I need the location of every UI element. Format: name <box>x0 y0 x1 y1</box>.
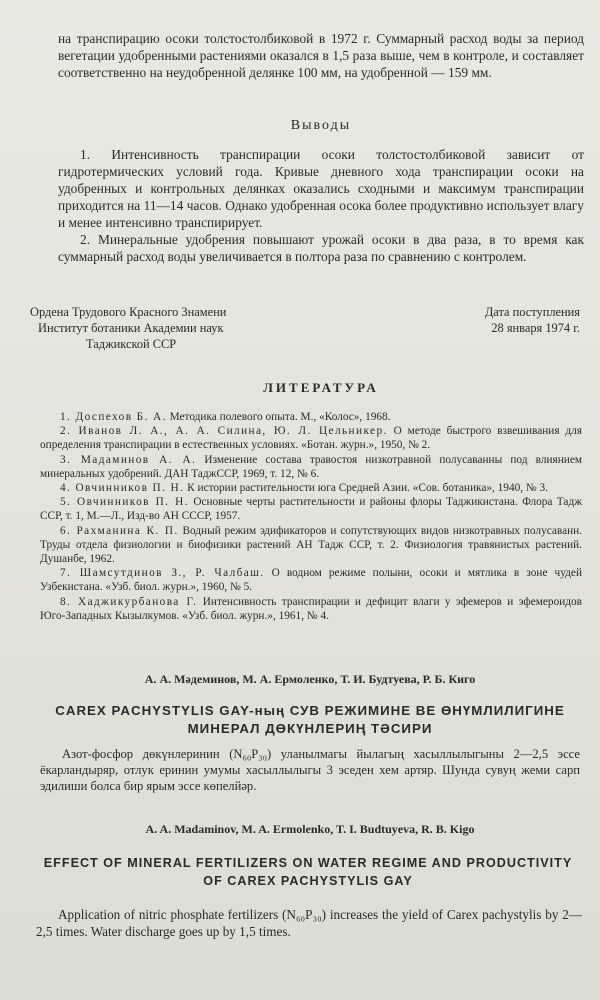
reference-item <box>40 495 582 523</box>
reference-item <box>40 566 582 594</box>
intro-paragraph: на транспирацию осоки толстостолбиковой в 1972 г. Суммарный расход воды за период вегетации удобренными растениями оказался в 1,5 раза выше, чем в контроле, и составляет соответственно на неудобренной делянке 100 мм, на удобренной — 159 мм. <box>58 31 584 80</box>
reference-item <box>40 524 582 567</box>
local-summary <box>40 672 580 687</box>
local-summary-abstract-block <box>40 746 580 794</box>
intro-paragraph-block <box>58 30 584 81</box>
reference-item <box>40 410 582 424</box>
reference-author: 1. Доспехов Б. А. <box>60 411 167 423</box>
affiliation-line-2: Институт ботаники Академии наук <box>38 321 224 335</box>
local-summary-abstract: Азот-фосфор дөкүнлеринин (N₆₀P₃₀) уланылмагы йылагың хасыллылыгыны 2—2,5 эссе ёкарландыряр, отлук еринин умумы хасыллылыгы 3 эседен хем артяр. Шунда сувуң жеми сарп эдилиши болса бир ярым эссе көпелйәр. <box>40 747 580 793</box>
affiliation-line-3: Таджикской ССР <box>86 337 177 351</box>
conclusion-item-1: 1. Интенсивность транспирации осоки толстостолбиковой зависит от гидротермических условий года. Кривые дневного хода транспирации осоки на удобренных и контрольных делянках оказались сходными и максимум транспирации приходится на 11—14 часов. Однако удобренная осока более продуктивно использует влагу и менее интенсивно транспирирует. <box>58 147 584 230</box>
reference-item <box>40 453 582 481</box>
reference-author: 2. Иванов Л. А., А. А. Силина, Ю. Л. Цельникер. <box>60 425 388 438</box>
received-date-block <box>440 304 580 336</box>
reference-item <box>40 481 582 495</box>
english-title-line-2: OF CAREX PACHYSTYLIS GAY <box>203 874 413 888</box>
received-label: Дата поступления <box>484 305 580 319</box>
conclusion-item-2: 2. Минеральные удобрения повышают урожай осоки в два раза, в то время как суммарный расход воды увеличивается в полтора раза по сравнению с контролем. <box>58 232 584 264</box>
english-summary-title <box>30 854 586 890</box>
references-heading: ЛИТЕРАТУРА <box>263 380 379 395</box>
reference-text: Основные черты растительности и районы флоры Таджикистана. Флора Тадж ССР, т. 1, М.—Л., Изд-во АН СССР, 1957. <box>40 496 582 523</box>
reference-author: 8. Хаджикурбанова Г. <box>60 595 198 608</box>
reference-text: О водном режиме полыни, осоки и мятлика в зоне чудей Узбекистана. «Узб. биол. журн.», 1960, № 5. <box>40 567 582 594</box>
reference-text: О методе быстрого взвешивания для определения транспирации в естественных условиях. «Ботан. журн.», 1950, № 2. <box>40 425 582 452</box>
reference-item <box>40 595 582 623</box>
english-title-line-1: EFFECT OF MINERAL FERTILIZERS ON WATER REGIME AND PRODUCTIVITY <box>43 856 573 870</box>
references-section <box>58 380 584 396</box>
local-summary-authors: А. А. Мәдеминов, М. А. Ермоленко, Т. И. Будтуева, Р. Б. Киго <box>144 672 476 686</box>
local-title-line-1: CAREX PACHYSTYLIS GAY-ның СУВ РЕЖИМИНЕ ВЕ ӨНҮМЛИЛИГИНЕ <box>55 703 565 718</box>
reference-author: 6. Рахманина К. П. <box>60 524 179 537</box>
local-summary-title <box>40 702 580 738</box>
reference-text: К истории растительности юга Средней Азии. «Сов. ботаника», 1940, № 3. <box>184 482 548 495</box>
reference-text: Интенсивность транспирации и дефицит влаги у эфемеров и эфемероидов Юго-Западных Кызылкумов. «Узб. биол. журн.», 1961, № 4. <box>40 595 582 622</box>
reference-text: Изменение состава травостоя низкотравной полусаванны под влиянием минеральных удобрений. ДАН ТаджССР, 1969, т. 12, № 6. <box>40 453 582 480</box>
local-title-line-2: МИНЕРАЛ ДӨКҮНЛЕРИҢ ТӘСИРИ <box>187 721 433 736</box>
english-summary <box>40 822 580 837</box>
english-summary-authors: A. A. Madaminov, M. A. Ermolenko, T. I. Budtuyeva, R. B. Kigo <box>145 822 475 836</box>
references-list <box>40 410 582 623</box>
received-date: 28 января 1974 г. <box>491 321 580 335</box>
reference-author: 7. Шамсутдинов З., Р. Чалбаш. <box>60 567 265 580</box>
reference-text: Водный режим эдификаторов и сопутствующих видов низкотравных полусаванн. Труды отдела физиологии и биофизики растений АН Тадж ССР, т. 2. Физиология травянистых растений. Душанбе, 1962. <box>40 524 582 566</box>
reference-text: Методика полевого опыта. М., «Колос», 1968. <box>166 411 391 423</box>
english-summary-abstract-block <box>36 906 582 940</box>
reference-item <box>40 424 582 452</box>
reference-author: 5. Овчинников П. Н. <box>60 496 189 509</box>
affiliation-line-1: Ордена Трудового Красного Знамени <box>30 305 227 319</box>
english-summary-abstract: Application of nitric phosphate fertilizers (N₆₀P₃₀) increases the yield of Carex pachystylis by 2—2,5 times. Water discharge goes up by 1,5 times. <box>36 907 582 939</box>
reference-author: 3. Мадаминов А. А. <box>60 453 197 466</box>
conclusions-section <box>58 118 584 134</box>
affiliation-block <box>30 304 310 352</box>
reference-author: 4. Овчинников П. Н. <box>60 482 185 495</box>
conclusions-list <box>58 146 584 265</box>
conclusions-heading: Выводы <box>290 118 352 133</box>
